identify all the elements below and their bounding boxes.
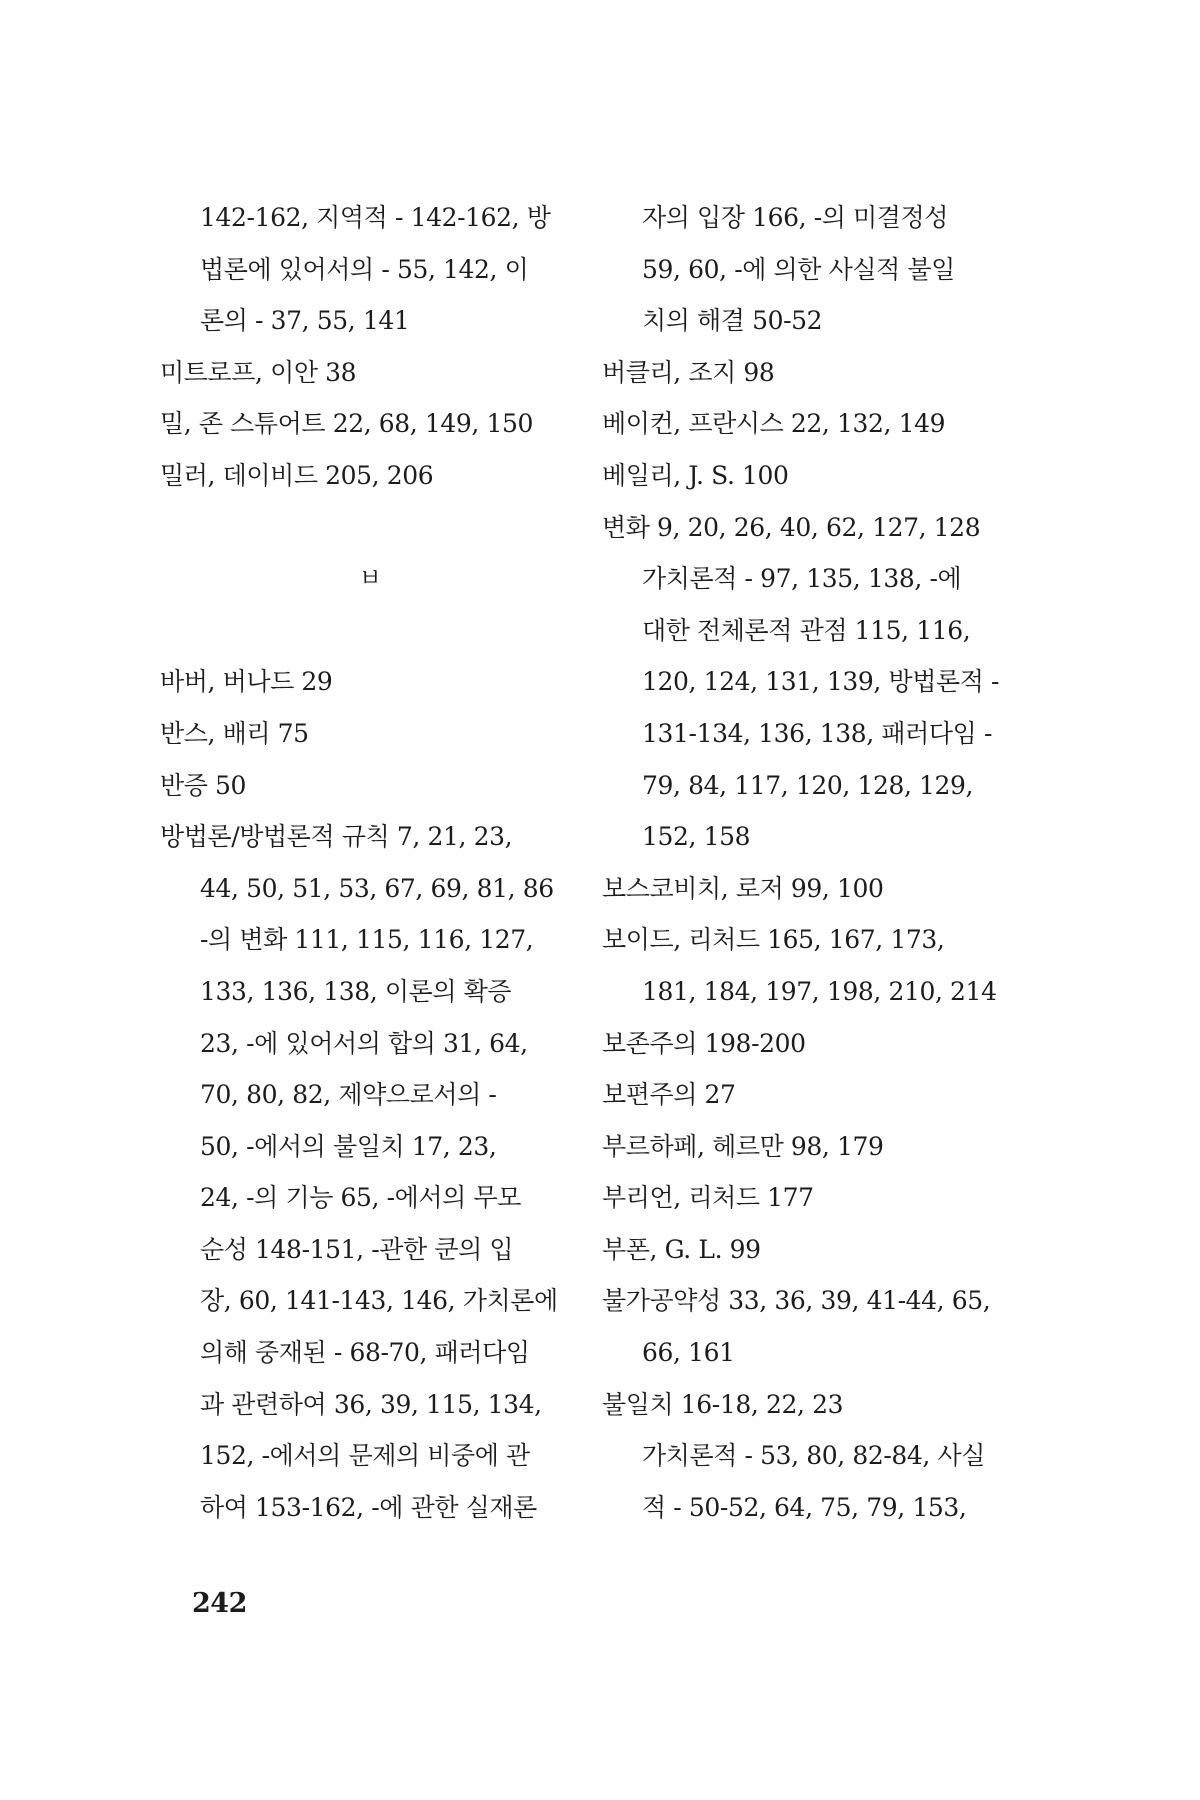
index-entry: 부르하페, 헤르만 98, 179	[602, 1131, 884, 1161]
index-subline: 133, 136, 138, 이론의 확증	[200, 976, 512, 1006]
index-subline: 142-162, 지역적 - 142-162, 방	[200, 203, 551, 232]
index-subline: 50, -에서의 불일치 17, 23,	[200, 1131, 497, 1161]
index-subline: 120, 124, 131, 139, 방법론적 -	[642, 667, 1000, 697]
index-subline: 24, -의 기능 65, -에서의 무모	[200, 1183, 521, 1213]
index-entry: 보존주의 198-200	[602, 1028, 806, 1058]
index-entry: 방법론/방법론적 규칙 7, 21, 23,	[160, 822, 513, 852]
blank-line	[160, 605, 580, 657]
index-subline: 66, 161	[642, 1338, 735, 1368]
index-subline: -의 변화 111, 115, 116, 127,	[200, 925, 534, 955]
index-entry: 불일치 16-18, 22, 23	[602, 1389, 844, 1419]
index-entry: 밀, 존 스튜어트 22, 68, 149, 150	[160, 409, 534, 439]
index-subline: 59, 60, -에 의한 사실적 불일	[642, 254, 955, 284]
index-subline: 대한 전체론적 관점 115, 116,	[642, 615, 971, 645]
index-subline: 치의 해결 50-52	[642, 306, 823, 336]
index-entry: 보편주의 27	[602, 1080, 736, 1110]
index-subline: 70, 80, 82, 제약으로서의 -	[200, 1080, 497, 1110]
index-entry: 미트로프, 이안 38	[160, 357, 357, 387]
index-column-left	[160, 192, 580, 1533]
index-subline: 152, -에서의 문제의 비중에 관	[200, 1441, 530, 1471]
index-entry: 보스코비치, 로저 99, 100	[602, 873, 884, 903]
index-subline: 장, 60, 141-143, 146, 가치론에	[200, 1286, 558, 1316]
index-subline: 23, -에 있어서의 합의 31, 64,	[200, 1028, 528, 1058]
index-subline: 44, 50, 51, 53, 67, 69, 81, 86	[200, 873, 554, 903]
index-entry: 바버, 버나드 29	[160, 667, 333, 697]
index-subline: 자의 입장 166, -의 미결정성	[642, 203, 949, 232]
index-entry: 변화 9, 20, 26, 40, 62, 127, 128	[602, 512, 981, 542]
index-subline: 181, 184, 197, 198, 210, 214	[642, 976, 997, 1006]
index-entry: 버클리, 조지 98	[602, 357, 775, 387]
index-entry: 베이컨, 프란시스 22, 132, 149	[602, 409, 946, 439]
index-subline: 가치론적 - 97, 135, 138, -에	[642, 564, 962, 594]
index-subline: 하여 153-162, -에 관한 실재론	[200, 1492, 537, 1522]
index-subline: 131-134, 136, 138, 패러다임 -	[642, 718, 992, 748]
index-subline: 79, 84, 117, 120, 128, 129,	[642, 770, 974, 800]
index-entry: 베일리, J. S. 100	[602, 460, 789, 490]
index-subline: 과 관련하여 36, 39, 115, 134,	[200, 1389, 542, 1419]
index-entry: 반증 50	[160, 770, 247, 800]
index-entry: 반스, 배리 75	[160, 718, 309, 748]
index-entry: 부리언, 리처드 177	[602, 1183, 814, 1213]
index-subline: 론의 - 37, 55, 141	[200, 306, 410, 336]
index-entry: 부폰, G. L. 99	[602, 1234, 761, 1264]
blank-line	[160, 502, 580, 554]
index-column-right	[602, 192, 1022, 1533]
index-subline: 순성 148-151, -관한 쿤의 입	[200, 1234, 514, 1264]
index-subline: 152, 158	[642, 822, 751, 852]
index-entry: 밀러, 데이비드 205, 206	[160, 460, 434, 490]
index-entry: 보이드, 리처드 165, 167, 173,	[602, 925, 945, 955]
index-subline: 가치론적 - 53, 80, 82-84, 사실	[642, 1441, 986, 1471]
page-number: 242	[192, 1588, 247, 1619]
index-subline: 적 - 50-52, 64, 75, 79, 153,	[642, 1492, 967, 1522]
index-entry: 불가공약성 33, 36, 39, 41-44, 65,	[602, 1286, 991, 1316]
section-heading: ㅂ	[358, 564, 382, 593]
index-subline: 법론에 있어서의 - 55, 142, 이	[200, 254, 529, 284]
index-subline: 의해 중재된 - 68-70, 패러다임	[200, 1338, 530, 1368]
